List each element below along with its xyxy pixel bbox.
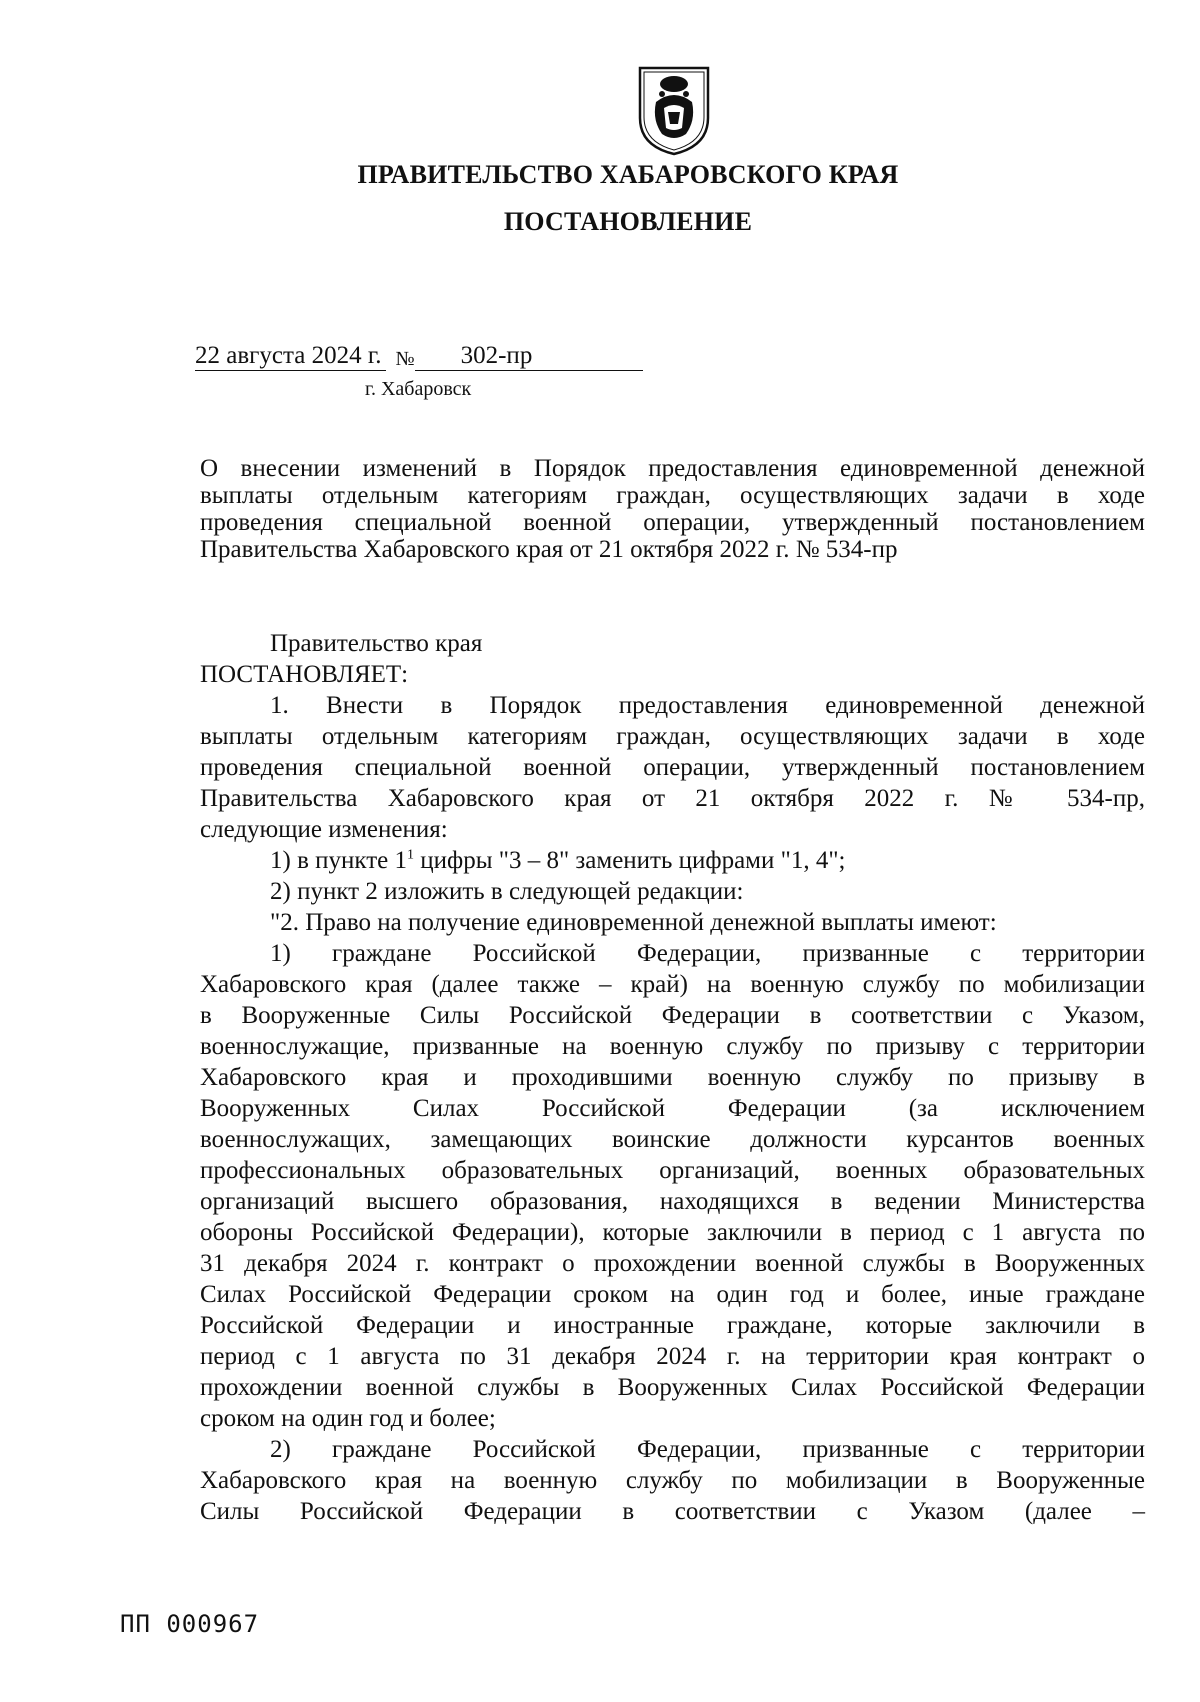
form-serial-number: ПП 000967 xyxy=(120,1610,260,1638)
coat-of-arms-icon xyxy=(634,62,714,158)
item-2-quote: "2. Право на получение единовременной денежной выплаты имеют: xyxy=(270,909,997,936)
subitem-2-line: Силы Российской Федерации в соответствии с Указом (далее – xyxy=(200,1498,1145,1525)
item-1 xyxy=(200,845,1145,876)
subitem-1-line: сроком на один год и более; xyxy=(200,1405,496,1432)
paragraph-1-line: выплаты отдельным категориям граждан, осуществляющих задачи в ходе xyxy=(200,723,1145,750)
paragraph-1-line: следующие изменения: xyxy=(200,816,448,843)
subject-line: проведения специальной военной операции, утвержденный постановлением xyxy=(200,509,1145,536)
subject-line: О внесении изменений в Порядок предоставления единовременной денежной xyxy=(200,455,1145,482)
subitem-1-line: профессиональных образовательных организаций, военных образовательных xyxy=(200,1157,1145,1184)
subitem-1-line: военнослужащие, призванные на военную службу по призыву с территории xyxy=(200,1033,1145,1060)
subitem-1-line: в Вооруженные Силы Российской Федерации в соответствии с Указом, xyxy=(200,1002,1145,1029)
subitem-1-line: период с 1 августа по 31 декабря 2024 г. на территории края контракт о xyxy=(200,1343,1145,1370)
paragraph-1-line: проведения специальной военной операции, утвержденный постановлением xyxy=(200,754,1145,781)
subject-line: Правительства Хабаровского края от 21 октября 2022 г. № 534-пр xyxy=(200,536,898,563)
item-1-superscript: 1 xyxy=(406,847,414,863)
subitem-1-line: 1) граждане Российской Федерации, призванные с территории xyxy=(270,940,1145,967)
subitem-1-line: Силах Российской Федерации сроком на один год и более, иные граждане xyxy=(200,1281,1145,1308)
subitem-1-line: прохождении военной службы в Вооруженных Силах Российской Федерации xyxy=(200,1374,1145,1401)
date-number-line xyxy=(195,342,643,371)
item-2: 2) пункт 2 изложить в следующей редакции: xyxy=(270,878,744,905)
subitem-1-line: организаций высшего образования, находящихся в ведении Министерства xyxy=(200,1188,1145,1215)
document-date: 22 августа 2024 г. xyxy=(195,342,386,371)
number-sign: № xyxy=(395,348,415,370)
subitem-2-line: 2) граждане Российской Федерации, призванные с территории xyxy=(270,1436,1145,1463)
subitem-2-line: Хабаровского края на военную службу по мобилизации в Вооруженные xyxy=(200,1467,1145,1494)
government-title: ПРАВИТЕЛЬСТВО ХАБАРОВСКОГО КРАЯ xyxy=(357,160,899,189)
paragraph-1-line: 1. Внести в Порядок предоставления единовременной денежной xyxy=(270,692,1145,719)
subitem-1-line: 31 декабря 2024 г. контракт о прохождении военной службы в Вооруженных xyxy=(200,1250,1145,1277)
resolves-line: ПОСТАНОВЛЯЕТ: xyxy=(200,661,409,688)
subitem-1-line: Российской Федерации и иностранные граждане, которые заключили в xyxy=(200,1312,1145,1339)
subitem-1-line: обороны Российской Федерации), которые заключили в период с 1 августа по xyxy=(200,1219,1145,1246)
document-subject xyxy=(200,455,1145,563)
subitem-1-line: Вооруженных Силах Российской Федерации (за исключением xyxy=(200,1095,1145,1122)
subitem-1-line: Хабаровского края и проходившими военную службу по призыву в xyxy=(200,1064,1145,1091)
subject-line: выплаты отдельным категориям граждан, осуществляющих задачи в ходе xyxy=(200,482,1145,509)
document-number: 302-пр xyxy=(415,342,643,371)
item-1-end: цифры "3 – 8" заменить цифрами "1, 4"; xyxy=(413,847,846,874)
document-body xyxy=(200,628,1145,1527)
intro-line: Правительство края xyxy=(270,630,483,657)
document-city: г. Хабаровск xyxy=(365,378,472,400)
subitem-1-line: военнослужащих, замещающих воинские должности курсантов военных xyxy=(200,1126,1145,1153)
subitem-1-line: Хабаровского края (далее также – край) на военную службу по мобилизации xyxy=(200,971,1145,998)
item-1-start: 1) в пункте 1 xyxy=(270,847,407,874)
document-type: ПОСТАНОВЛЕНИЕ xyxy=(503,207,753,236)
paragraph-1-line: Правительства Хабаровского края от 21 октября 2022 г. № 534-пр, xyxy=(200,785,1145,812)
